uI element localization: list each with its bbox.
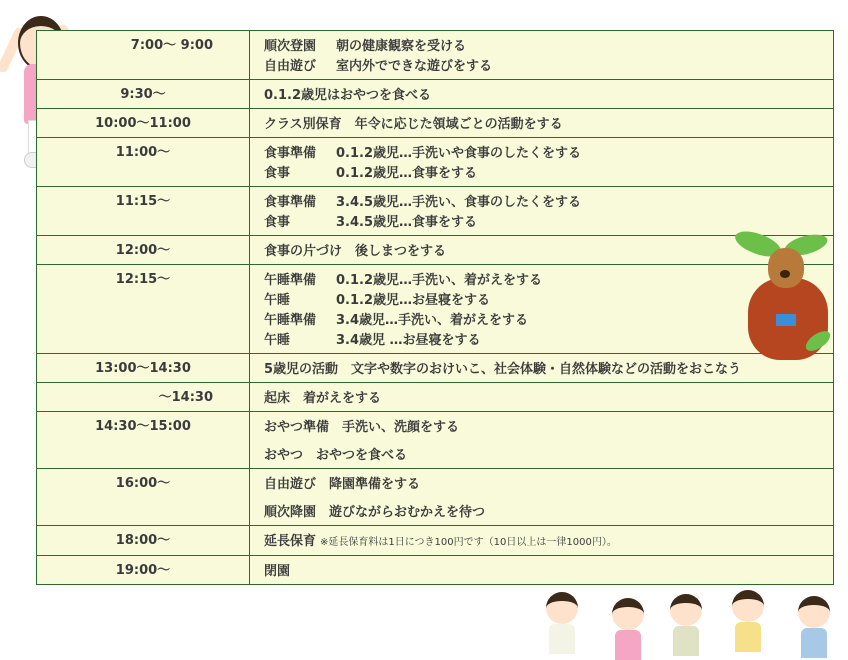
activity-text: 0.1.2歳児…手洗い、着がえをする [336, 273, 543, 288]
activity-line [264, 418, 833, 438]
activity-line [264, 37, 833, 57]
activity-text: 順次降園 遊びながらおむかえを待つ [264, 505, 486, 520]
child-1 [540, 584, 584, 654]
schedule-row [37, 80, 834, 109]
activity-line [264, 446, 833, 466]
activity-text: おやつ準備 手洗い、洗顔をする [264, 420, 460, 435]
activity-line [264, 562, 833, 582]
time-cell [37, 556, 250, 585]
dog-face [768, 248, 804, 288]
time-cell [37, 265, 250, 354]
schedule-body [37, 31, 834, 585]
schedule-row [37, 236, 834, 265]
daily-schedule-table [36, 30, 834, 585]
time-label: 13:00～14:30 [95, 361, 191, 376]
activity-label: 午睡準備 [264, 273, 317, 288]
dog-nose [780, 270, 790, 278]
child-4 [726, 582, 770, 652]
activity-text: 食事の片づけ 後しまつをする [264, 244, 447, 259]
activity-line [264, 475, 833, 495]
time-cell [37, 526, 250, 556]
activity-label: 食事 [264, 166, 291, 181]
activity-text: 延長保育 [264, 534, 317, 549]
time-cell [37, 187, 250, 236]
time-label: 19:00～ [115, 563, 171, 578]
activity-cell [250, 469, 834, 526]
time-cell [37, 31, 250, 80]
time-label: ～14:30 [158, 390, 213, 405]
child-3 [664, 586, 708, 656]
activity-cell [250, 526, 834, 556]
activity-line [264, 503, 833, 523]
activity-line [264, 86, 833, 106]
activity-line [264, 532, 833, 553]
child-5 [792, 588, 836, 658]
activity-text: 3.4歳児 …お昼寝をする [336, 333, 481, 348]
activity-label: 午睡 [264, 293, 291, 308]
activity-cell [250, 31, 834, 80]
activity-cell [250, 138, 834, 187]
time-label: 11:00～ [115, 145, 171, 160]
activity-text: 5歳児の活動 文字や数字のおけいこ、社会体験・自然体験などの活動をおこなう [264, 362, 742, 377]
activity-label: 午睡 [264, 333, 291, 348]
schedule-row [37, 469, 834, 526]
time-label: 9:30～ [120, 87, 166, 102]
time-cell [37, 109, 250, 138]
schedule-row [37, 265, 834, 354]
children-group-illustration [530, 580, 848, 660]
activity-text: 0.1.2歳児…手洗いや食事のしたくをする [336, 146, 582, 161]
time-cell [37, 354, 250, 383]
activity-cell [250, 412, 834, 469]
time-label: 16:00～ [115, 476, 171, 491]
activity-text: 3.4.5歳児…手洗い、食事のしたくをする [336, 195, 582, 210]
time-cell [37, 383, 250, 412]
activity-label: 食事 [264, 215, 291, 230]
schedule-row [37, 412, 834, 469]
activity-text: おやつ おやつを食べる [264, 448, 408, 463]
schedule-row [37, 383, 834, 412]
activity-line [264, 193, 833, 213]
fee-note: ※延長保育料は1日につき100円です（10日以上は一律1000円）。 [320, 537, 617, 548]
dog-in-flowerpot-illustration [734, 234, 840, 372]
activity-label: 自由遊び [264, 59, 317, 74]
schedule-row [37, 109, 834, 138]
activity-label: 午睡準備 [264, 313, 317, 328]
activity-text: 3.4.5歳児…食事をする [336, 215, 478, 230]
activity-text: 朝の健康観察を受ける [336, 39, 467, 54]
schedule-row [37, 354, 834, 383]
time-label: 12:15～ [115, 272, 171, 287]
activity-line [264, 144, 833, 164]
activity-label: 順次登園 [264, 39, 317, 54]
time-label: 14:30～15:00 [95, 419, 191, 434]
time-label: 12:00～ [115, 243, 171, 258]
time-cell [37, 138, 250, 187]
schedule-row [37, 31, 834, 80]
activity-label: 食事準備 [264, 195, 317, 210]
activity-line [264, 389, 833, 409]
time-label: 11:15～ [115, 194, 171, 209]
activity-line [264, 57, 833, 77]
activity-text: 自由遊び 降園準備をする [264, 477, 421, 492]
activity-text: 0.1.2歳児…お昼寝をする [336, 293, 491, 308]
activity-cell [250, 383, 834, 412]
activity-text: 0.1.2歳児はおやつを食べる [264, 88, 432, 103]
schedule-row [37, 138, 834, 187]
time-label: 10:00～11:00 [95, 116, 191, 131]
time-cell [37, 236, 250, 265]
activity-text: 0.1.2歳児…食事をする [336, 166, 478, 181]
time-cell [37, 469, 250, 526]
blue-book [776, 314, 796, 326]
activity-line [264, 213, 833, 233]
activity-line [264, 115, 833, 135]
activity-text: 3.4歳児…手洗い、着がえをする [336, 313, 529, 328]
activity-text: 閉園 [264, 564, 291, 579]
activity-cell [250, 80, 834, 109]
activity-cell [250, 187, 834, 236]
activity-label: 食事準備 [264, 146, 317, 161]
time-label: 18:00～ [115, 533, 171, 548]
activity-text: クラス別保育 年令に応じた領域ごとの活動をする [264, 117, 563, 132]
activity-cell [250, 109, 834, 138]
child-2 [606, 590, 650, 660]
activity-text: 室内外でできな遊びをする [336, 59, 493, 74]
activity-text: 起床 着がえをする [264, 391, 382, 406]
schedule-row [37, 187, 834, 236]
time-label: 7:00～ 9:00 [130, 38, 213, 53]
time-cell [37, 80, 250, 109]
schedule-row [37, 526, 834, 556]
time-cell [37, 412, 250, 469]
activity-line [264, 164, 833, 184]
